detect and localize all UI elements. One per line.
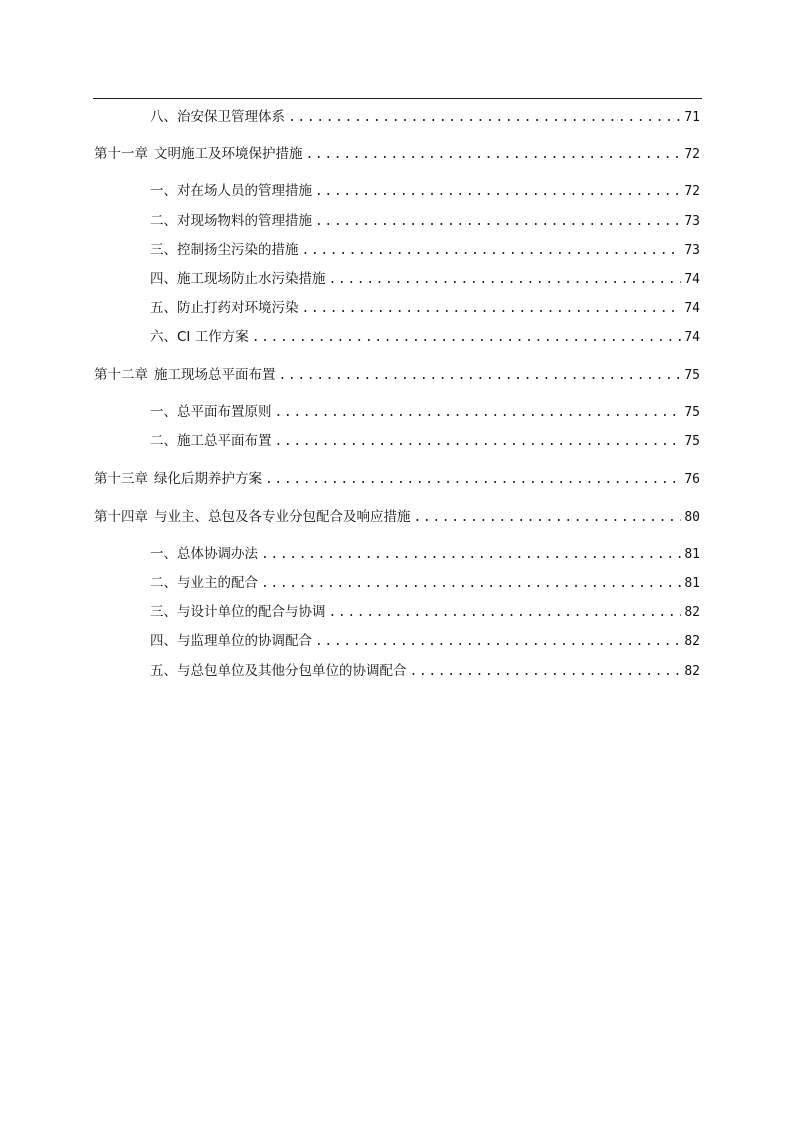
toc-section-entry[interactable] [150,603,700,621]
toc-entry-title: 对在场人员的管理措施 [177,183,312,199]
toc-entry-title: 对现场物料的管理措施 [177,213,312,229]
toc-chapter-entry[interactable] [94,145,700,163]
dot-leader [329,604,682,622]
toc-page-number: 76 [684,472,700,487]
dot-leader [302,300,682,318]
toc-entry-title: 与总包单位及其他分包单位的协调配合 [177,663,407,679]
toc-section-entry[interactable] [150,328,700,346]
toc-page-number: 72 [684,184,700,199]
dot-leader [410,663,682,681]
toc-entry-title: 与监理单位的协调配合 [177,633,312,649]
toc-page-number: 80 [684,510,700,525]
toc-entry-number: 三、 [150,604,177,620]
toc-page-number: 74 [684,301,700,316]
toc-entry-title: 施工总平面布置 [177,433,272,449]
toc-page-number: 81 [684,547,700,562]
toc-entry-title: 防止打药对环境污染 [177,300,299,316]
toc-entry-number: 二、 [150,213,177,229]
toc-entry-title: 文明施工及环境保护措施 [154,146,303,162]
toc-entry-title: 与设计单位的配合与协调 [177,604,326,620]
toc-entry-number: 四、 [150,271,177,287]
toc-section-entry[interactable] [150,403,700,421]
toc-entry-title: 总平面布置原则 [177,404,272,420]
toc-entry-number: 三、 [150,242,177,258]
toc-section-entry[interactable] [150,182,700,200]
toc-entry-number: 一、 [150,404,177,420]
toc-page-number: 75 [684,405,700,420]
toc-entry-number: 二、 [150,433,177,449]
dot-leader [315,633,681,651]
toc-entry-title: 控制扬尘污染的措施 [177,242,299,258]
dot-leader [306,146,682,164]
toc-entry-number: 二、 [150,575,177,591]
toc-entry-title: 施工现场防止水污染措施 [177,271,326,287]
toc-page-number: 74 [684,272,700,287]
toc-entry-title: 治安保卫管理体系 [177,109,285,125]
toc-entry-number: 第十一章 [94,146,148,162]
toc-page-number: 82 [684,664,700,679]
toc-page-number: 75 [684,434,700,449]
toc-section-entry[interactable] [150,241,700,259]
toc-entry-number: 一、 [150,546,177,562]
toc-entry-number: 一、 [150,183,177,199]
dot-leader [414,509,682,527]
toc-entry-number: 第十二章 [94,367,148,383]
dot-leader [288,109,681,127]
toc-entry-title: CI 工作方案 [177,329,249,345]
toc-entry-title: 绿化后期养护方案 [154,471,262,487]
toc-section-entry[interactable] [150,545,700,563]
dot-leader [261,575,681,593]
toc-page-number: 74 [684,330,700,345]
toc-entry-number: 五、 [150,300,177,316]
dot-leader [315,183,681,201]
dot-leader [302,242,682,260]
toc-entry-title: 施工现场总平面布置 [154,367,276,383]
toc-page-number: 75 [684,368,700,383]
dot-leader [265,471,681,489]
toc-page-number: 71 [684,110,700,125]
toc-section-entry[interactable] [150,432,700,450]
toc-entry-number: 第十三章 [94,471,148,487]
toc-chapter-entry[interactable] [94,470,700,488]
toc-section-entry[interactable] [150,270,700,288]
toc-entry-title: 总体协调办法 [177,546,258,562]
toc-page-number: 82 [684,605,700,620]
toc-page-number: 73 [684,214,700,229]
toc-entry-title: 与业主的配合 [177,575,258,591]
dot-leader [329,271,682,289]
toc-section-entry[interactable] [150,632,700,650]
toc-page-number: 81 [684,576,700,591]
toc-section-entry[interactable] [150,662,700,680]
dot-leader [275,433,682,451]
dot-leader [261,546,681,564]
toc-section-entry[interactable] [150,299,700,317]
toc-entry-number: 六、 [150,329,177,345]
dot-leader [279,367,682,385]
toc-entry-number: 第十四章 [94,509,148,525]
toc-entry-number: 八、 [150,109,177,125]
dot-leader [315,213,681,231]
toc-section-entry[interactable] [150,212,700,230]
dot-leader [275,404,682,422]
toc-section-entry[interactable] [150,108,700,126]
dot-leader [252,329,682,347]
toc-entry-number: 五、 [150,663,177,679]
toc-entry-title: 与业主、总包及各专业分包配合及响应措施 [154,509,411,525]
toc-page-number: 72 [684,147,700,162]
toc-chapter-entry[interactable] [94,366,700,384]
toc-page-number: 82 [684,634,700,649]
toc-entry-number: 四、 [150,633,177,649]
toc-section-entry[interactable] [150,574,700,592]
toc-page-number: 73 [684,243,700,258]
toc-chapter-entry[interactable] [94,508,700,526]
